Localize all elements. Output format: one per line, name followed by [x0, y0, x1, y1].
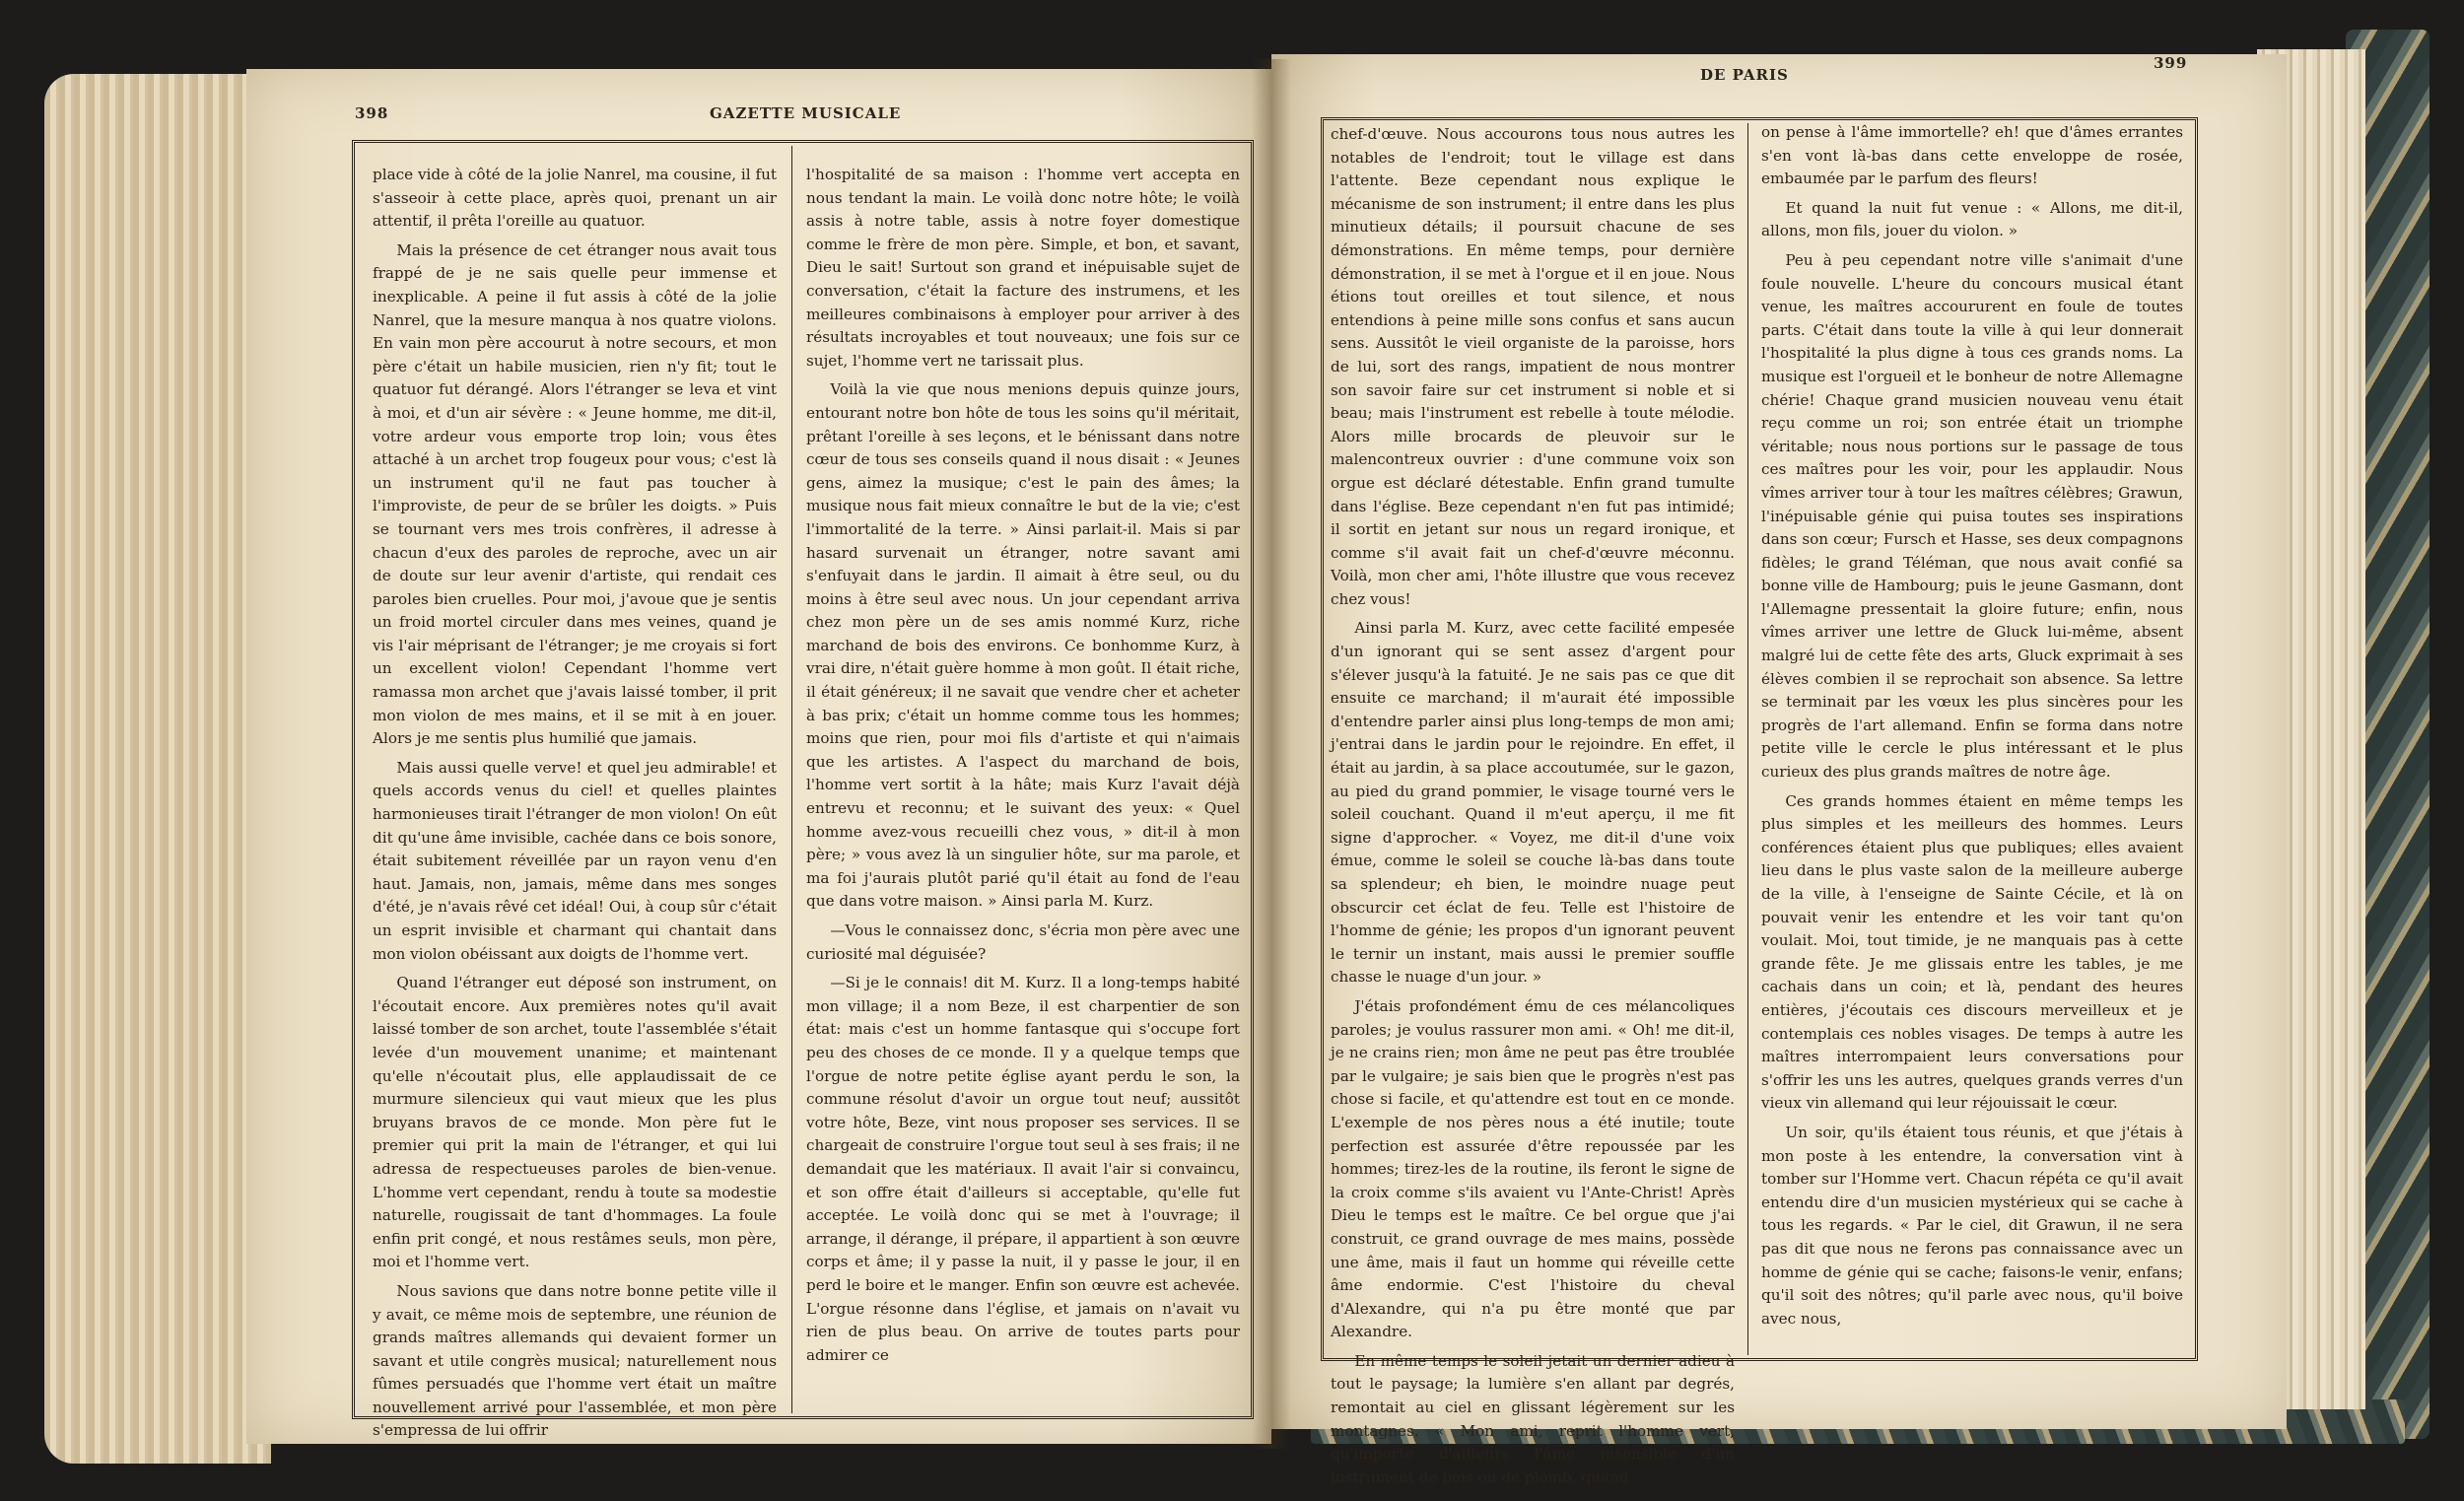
- page-number: 399: [2154, 54, 2188, 72]
- paragraph: J'étais profondément ému de ces mélancoliques paroles; je voulus rassurer mon ami. « Oh! me dit-il, je ne crains rien; mon âme ne peut pas être troublée par le vulgaire; je sais bien que le progrès n'est pas chose si facile, et qu'attendre est tout en ce monde. L'exemple de nos pères nous a été inutile; toute perfection est assurée d'être repoussée par les hommes; tirez-les de la routine, ils feront le signe de la croix comme s'ils avaient vu l'Ante-Christ! Après Dieu le temps est le maître. Ce bel orgue que j'ai construit, ce grand ouvrage de mes mains, possède une âme, mais il faut un homme qui réveille cette âme endormie. C'est l'histoire du cheval d'Alexandre, qui n'a pu être monté que par Alexandre.: [1331, 996, 1735, 1341]
- paragraph: Ainsi parla M. Kurz, avec cette facilité empesée d'un ignorant qui se sent assez d'argent pour s'élever jusqu'à la fatuité. Je ne sais pas ce que dit ensuite ce marchand; il m'aurait été impossible d'entendre parler ainsi plus long-temps de mon ami; j'entrai dans le jardin pour le rejoindre. En effet, il était au jardin, à sa place accoutumée, sur le gazon, au pied du grand pommier, le visage tourné vers le soleil couchant. Quand il m'eut aperçu, il me fit signe d'approcher. « Voyez, me dit-il d'une voix émue, comme le soleil se couche là-bas dans toute sa splendeur; eh bien, le moindre nuage peut obscurcir cet éclat de feu. Telle est l'histoire de l'homme de génie; les propos d'un ignorant peuvent le ternir un instant, mais aussi le premier souffle chasse le nuage d'un jour. »: [1331, 619, 1735, 987]
- paragraph: Peu à peu cependant notre ville s'animait d'une foule nouvelle. L'heure du concours musical étant venue, les maîtres accoururent en foule de toutes parts. C'était dans toute la ville à qui leur donnerait l'hospitalité la plus digne à tous ces grands noms. La musique est l'orgueil et le bonheur de notre Allemagne chérie! Chaque grand musicien nouveau venu était reçu comme un roi; son entrée était un triomphe véritable; nous nous portions sur le passage de tous ces maîtres pour les voir, pour les applaudir. Nous vîmes arriver tour à tour les maîtres célèbres; Grawun, l'inépuisable génie qui puisa toutes ses inspirations dans son cœur; Fursch et Hasse, ses deux compagnons fidèles; le grand Téléman, que nous avait confié sa bonne ville de Hambourg; puis le jeune Gasmann, dont l'Allemagne pressentait la gloire future; enfin, nous vîmes arriver une lettre de Gluck lui-même, absent malgré lui de cette fête des arts, Gluck exprimait à ses élèves combien il se reprochait son absence. Sa lettre se terminait par les vœux les plus sincères pour les progrès de l'art allemand. Enfin se forma dans notre petite ville le cercle le plus intéressant et le plus curieux des plus grands maîtres de notre âge.: [1761, 250, 2183, 782]
- paragraph: place vide à côté de la jolie Nanrel, ma cousine, il fut s'asseoir à cette place, après quoi, prenant un air attentif, il prêta l'oreille au quatuor.: [373, 166, 777, 231]
- paragraph: Un soir, qu'ils étaient tous réunis, et que j'étais à mon poste à les entendre, la conversation vint à tomber sur l'Homme vert. Chacun répéta ce qu'il avait entendu dire d'un musicien mystérieux qui se cache à tous les regards. « Par le ciel, dit Grawun, il ne sera pas dit que nous ne ferons pas connaissance avec un homme de génie qui se cache; faisons-le venir, enfans; qu'il soit des nôtres; qu'il parle avec nous, qu'il boive avec nous,: [1761, 1123, 2183, 1328]
- text-column-2: [1761, 121, 2183, 1353]
- right-page: [1271, 54, 2287, 1486]
- paragraph: Mais la présence de cet étranger nous avait tous frappé de je ne sais quelle peur immense et inexplicable. A peine il fut assis à côté de la jolie Nanrel, que la mesure manqua à nos quatre violons. En vain mon père accourut à notre secours, et mon père c'était un habile musicien, rien n'y fit; tout le quatuor fut dérangé. Alors l'étranger se leva et vint à moi, et d'un air sévère : « Jeune homme, me dit-il, votre ardeur vous emporte trop loin; vous êtes attaché à un archet trop fougeux pour vous; c'est là un instrument qu'il ne faut pas toucher à l'improviste, de peur de se brûler les doigts. » Puis se tournant vers mes trois confrères, il adresse à chacun d'eux des paroles de reproche, avec un air de doute sur leur avenir d'artiste, qui rendait ces paroles bien cruelles. Pour moi, j'avoue que je sentis un froid mortel circuler dans mes veines, quand je vis l'air méprisant de l'étranger; je me croyais si fort un excellent violon! Cependant l'homme vert ramassa mon archet que j'avais laissé tomber, il prit mon violon de mes mains, et il se mit à en jouer. Alors je me sentis plus humilié que jamais.: [373, 240, 777, 748]
- page-edges-left: [44, 74, 271, 1464]
- column-rule: [1747, 123, 1748, 1355]
- paragraph: Mais aussi quelle verve! et quel jeu admirable! et quels accords venus du ciel! et quelles plaintes harmonieuses tirait l'étranger de mon violon! On eût dit qu'une âme invisible, cachée dans ce bois sonore, était subitement réveillée par un rayon venu d'en haut. Jamais, non, jamais, même dans mes songes d'été, je n'avais rêvé cet idéal! Oui, à coup sûr c'était un esprit invisible et charmant qui chantait dans mon violon obéissant aux doigts de l'homme vert.: [373, 758, 777, 963]
- paragraph: l'hospitalité de sa maison : l'homme vert accepta en nous tendant la main. Le voilà donc notre hôte; le voilà assis à notre table, assis à notre foyer domestique comme le frère de mon père. Simple, et bon, et savant, Dieu le sait! Surtout son grand et inépuisable sujet de conversation, c'était la facture des instrumens, et les meilleures combinaisons à employer pour arriver à des résultats incroyables et tout nouveaux; une fois sur ce sujet, l'homme vert ne tarissait plus.: [806, 166, 1240, 370]
- paragraph: Voilà la vie que nous menions depuis quinze jours, entourant notre bon hôte de tous les soins qu'il méritait, prêtant l'oreille à ses leçons, et le bénissant dans notre cœur de tous ses conseils quand il nous disait : « Jeunes gens, aimez la musique; c'est le pain des âmes; la musique nous fait mieux connaître le but de la vie; c'est l'immortalité de la terre. » Ainsi parlait-il. Mais si par hasard survenait un étranger, notre savant ami s'enfuyait dans le jardin. Il aimait à être seul, ou du moins à être seul avec nous. Un jour cependant arriva chez mon père un de ses amis nommé Kurz, riche marchand de bois des environs. Ce bonhomme Kurz, à vrai dire, n'était guère homme à mon goût. Il était riche, il était généreux; il ne savait que vendre cher et acheter à bas prix; c'était un homme comme tous les hommes; moins que rien, pour moi fils d'artiste et qui n'aimais que les artistes. A l'aspect du marchand de bois, l'homme vert sortit à la hâte; mais Kurz l'avait déjà entrevu et reconnu; et le suivant des yeux: « Quel homme avez-vous recueilli chez vous, » dit-il à mon père; » vous avez là un singulier hôte, sur ma parole, et ma foi j'aurais plutôt parié qu'il était au fond de l'eau que dans votre maison. » Ainsi parla M. Kurz.: [806, 380, 1240, 911]
- text-column-1: [373, 164, 777, 1440]
- paragraph: —Vous le connaissez donc, s'écria mon père avec une curiosité mal déguisée?: [806, 921, 1240, 963]
- left-page: [246, 69, 1271, 1444]
- paragraph: —Si je le connais! dit M. Kurz. Il a long-temps habité mon village; il a nom Beze, il est charpentier de son état: mais c'est un homme fantasque qui s'occupe fort peu des choses de ce monde. Il y a quelque temps que l'orgue de notre petite église ayant perdu le son, la commune résolut d'avoir un orgue tout neuf; aussitôt votre hôte, Beze, vint nous proposer ses services. Il se chargeait de construire l'orgue tout seul à ses frais; il ne demandait que les matériaux. Il avait l'air si convaincu, et son offre était d'ailleurs si acceptable, qu'elle fut acceptée. Le voilà donc qui se met à l'ouvrage; il arrange, il dérange, il prépare, il appartient à son œuvre corps et âme; il y passe la nuit, il y passe le jour, il en perd le boire et le manger. Enfin son œuvre est achevée. L'orgue résonne dans l'église, et jamais on n'avait vu rien de plus beau. On arrive de toutes parts pour admirer ce: [806, 974, 1240, 1364]
- paragraph: En même temps le soleil jetait un dernier adieu à tout le paysage; la lumière s'en allant par degrés, remontait au ciel en glissant légèrement sur les montagnes. « Mon ami, reprit l'homme vert, qu'importe d'ailleurs l'âme insensible d'un instrument de bois ou de plomb, quand: [1331, 1351, 1735, 1486]
- text-column-2: [806, 164, 1240, 1410]
- paragraph: Quand l'étranger eut déposé son instrument, on l'écoutait encore. Aux premières notes qu'il avait laissé tomber de son archet, toute l'assemblée s'était levée d'un mouvement unanime; et maintenant qu'elle n'écoutait plus, elle applaudissait de ce murmure silencieux qui vaut mieux que les plus bruyans bravos de ce monde. Mon père fut le premier qui prit la main de l'étranger, et qui lui adressa de respectueuses paroles de bien-venue. L'homme vert cependant, rendu à toute sa modestie naturelle, rougissait de tant d'hommages. La foule enfin prit congé, et nous restâmes seuls, mon père, moi et l'homme vert.: [373, 974, 777, 1271]
- paragraph: Et quand la nuit fut venue : « Allons, me dit-il, allons, mon fils, jouer du violon. »: [1761, 198, 2183, 240]
- paragraph: Nous savions que dans notre bonne petite ville il y avait, ce même mois de septembre, une réunion de grands maîtres allemands qui devaient former un savant et utile congrès musical; naturellement nous fûmes persuadés que l'homme vert était un maître nouvellement arrivé pour l'assemblée, et mon père s'empressa de lui offrir: [373, 1281, 777, 1440]
- running-head: GAZETTE MUSICALE: [710, 104, 902, 122]
- paragraph: on pense à l'âme immortelle? eh! que d'âmes errantes s'en vont là-bas dans cette enveloppe de rosée, embaumée par le parfum des fleurs!: [1761, 123, 2183, 188]
- text-column-1: [1331, 123, 1735, 1486]
- book-gutter: [1252, 59, 1291, 1449]
- page-number: 398: [355, 104, 389, 122]
- paragraph: chef-d'œuve. Nous accourons tous nous autres les notables de l'endroit; tout le village est dans l'attente. Beze cependant nous explique le mécanisme de son instrument; il entre dans les plus minutieux détails; il poursuit chacune de ses démonstrations. En même temps, pour dernière démonstration, il se met à l'orgue et il en joue. Nous étions tout oreilles et tout silence, et nous entendions à peine mille sons confus et sans aucun sens. Aussitôt le vieil organiste de la paroisse, hors de lui, sort des rangs, impatient de nous montrer son savoir faire sur cet instrument si noble et si beau; mais l'instrument est rebelle à toute mélodie. Alors mille brocards de pleuvoir sur le malencontreux ouvrier : d'une commune voix son orgue est déclaré détestable. Enfin grand tumulte dans l'église. Beze cependant n'en fut pas intimidé; il sortit en jetant sur nous un regard ironique, et comme s'il avait fait un chef-d'œuvre méconnu. Voilà, mon cher ami, l'hôte illustre que vous recevez chez vous!: [1331, 125, 1735, 608]
- running-head: DE PARIS: [1700, 66, 1789, 84]
- paragraph: Ces grands hommes étaient en même temps les plus simples et les meilleurs des hommes. Leurs conférences étaient plus que publiques; elles avaient lieu dans le plus vaste salon de la meilleure auberge de la ville, à l'enseigne de Sainte Cécile, et là on pouvait venir les entendre et les voir tant qu'on voulait. Moi, tout timide, je ne manquais pas à cette grande fête. Je me glissais entre les tables, je me cachais dans un coin; et là, pendant des heures entières, j'écoutais ces discours merveilleux et je contemplais ces nobles visages. De temps à autre les maîtres interrompaient leurs conversations pour s'offrir les uns les autres, quelques grands verres d'un vieux vin allemand qui leur réjouissait le cœur.: [1761, 791, 2183, 1113]
- column-rule: [791, 146, 792, 1413]
